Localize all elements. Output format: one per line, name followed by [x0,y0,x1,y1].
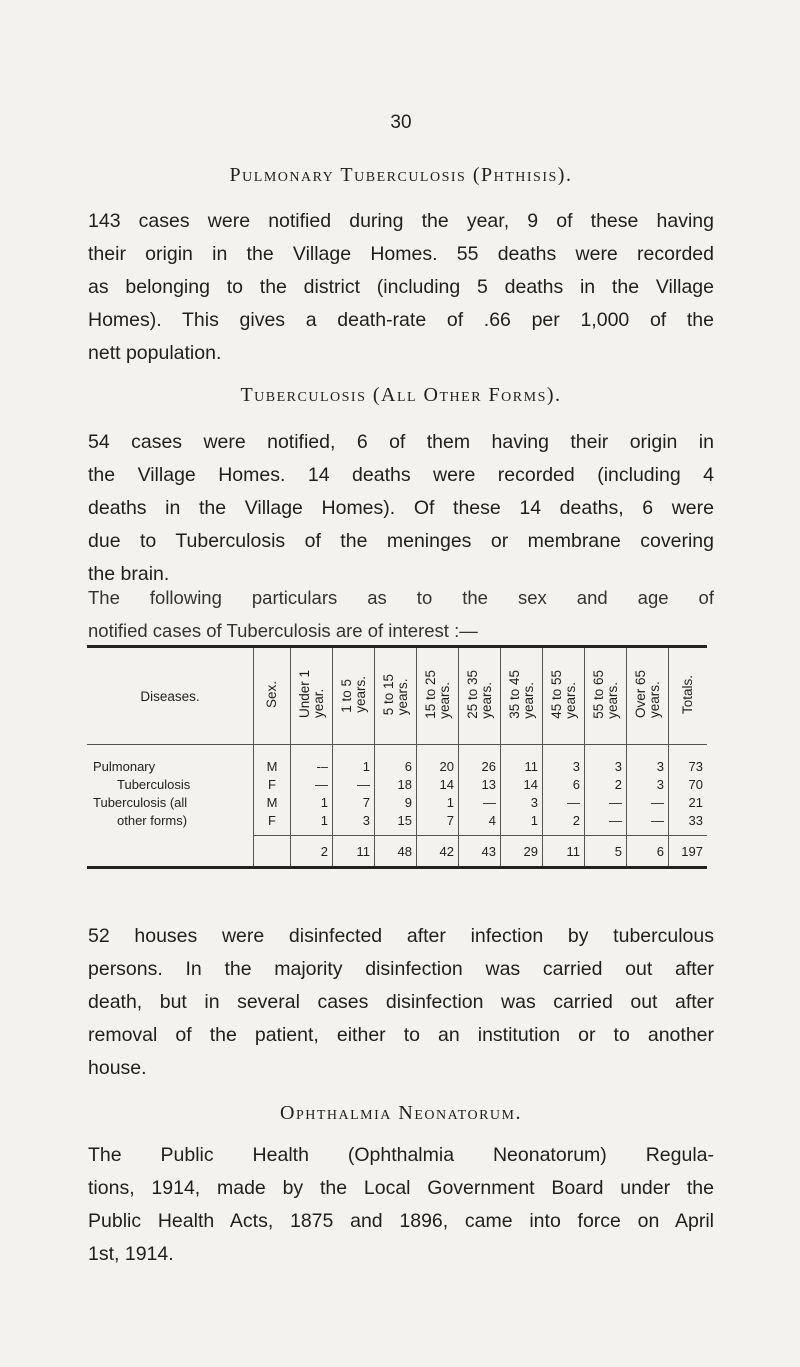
text-line: tions, 1914, made by the Local Government Board under the [88,1177,714,1199]
paragraph-table-intro [88,581,714,647]
text-line: house. [88,1057,147,1079]
count-cell: 1 [291,811,333,836]
text-line: as belonging to the district (including 5 deaths in the Village [88,276,714,298]
text-line: removal of the patient, either to an institution or to another [88,1024,714,1046]
sex-cell: M [254,793,291,811]
count-cell: — [333,775,375,793]
count-cell: 18 [375,775,417,793]
header-sex: Sex. [254,647,291,745]
header-age: 45 to 55 years. [543,647,585,745]
text-line: the brain. [88,563,170,585]
text-line: the Village Homes. 14 deaths were recorded (including 4 [88,464,714,486]
column-total-cell: 6 [627,836,669,868]
paragraph-tuberculosis-other [88,426,714,591]
text-line: nett population. [88,342,222,364]
column-total-cell: 2 [291,836,333,868]
count-cell: 3 [333,811,375,836]
count-cell: — [459,793,501,811]
column-total-cell: 11 [543,836,585,868]
grand-total-cell: 197 [669,836,708,868]
count-cell: 2 [543,811,585,836]
row-total-cell: 33 [669,811,708,836]
count-cell: 3 [627,775,669,793]
count-cell: 3 [585,745,627,776]
count-cell: 14 [501,775,543,793]
header-age: 15 to 25 years. [417,647,459,745]
header-age: Under 1 year. [291,647,333,745]
text-line: 1st, 1914. [88,1243,174,1265]
table-row [87,793,707,811]
count-cell: 1 [417,793,459,811]
table-row [87,811,707,836]
text-line: notified cases of Tuberculosis are of interest :— [88,620,478,641]
sex-cell: F [254,811,291,836]
count-cell: 9 [375,793,417,811]
text-line: Public Health Acts, 1875 and 1896, came into force on April [88,1210,714,1232]
sex-cell: M [254,745,291,776]
count-cell: -– [291,745,333,776]
text-line: 54 cases were notified, 6 of them having their origin in [88,431,714,453]
count-cell: 11 [501,745,543,776]
disease-label: Pulmonary [93,758,156,774]
row-total-cell: 73 [669,745,708,776]
table-header-row [87,647,707,745]
tuberculosis-age-sex-table [87,645,707,869]
row-total-cell: 21 [669,793,708,811]
count-cell: 3 [501,793,543,811]
text-line: The following particulars as to the sex and age of [88,587,714,608]
header-totals: Totals. [669,647,708,745]
header-age: 25 to 35 years. [459,647,501,745]
count-cell: 3 [543,745,585,776]
column-total-cell: 11 [333,836,375,868]
text-line: due to Tuberculosis of the meninges or membrane covering [88,530,714,552]
page-number: 30 [390,112,412,133]
count-cell: 26 [459,745,501,776]
header-age: Over 65 years. [627,647,669,745]
header-diseases: Diseases. [87,647,254,745]
column-total-cell: 5 [585,836,627,868]
column-total-cell: 29 [501,836,543,868]
count-cell: — [291,775,333,793]
count-cell: 20 [417,745,459,776]
count-cell: — [627,811,669,836]
text-line: 143 cases were notified during the year, 9 of these having [88,210,714,232]
heading-ophthalmia-neonatorum: Ophthalmia Neonatorum. [280,1102,522,1124]
heading-tuberculosis-other: Tuberculosis (All Other Forms). [240,384,562,406]
count-cell: 13 [459,775,501,793]
paragraph-disinfection [88,920,714,1085]
header-age: 35 to 45 years. [501,647,543,745]
paragraph-pulmonary [88,205,714,370]
count-cell: — [627,793,669,811]
count-cell: — [585,793,627,811]
column-total-cell: 42 [417,836,459,868]
table-row [87,745,707,776]
count-cell: 1 [501,811,543,836]
sex-cell: F [254,775,291,793]
disease-label: other forms) [117,812,188,828]
count-cell: 4 [459,811,501,836]
text-line: 52 houses were disinfected after infection by tuberculous [88,925,714,947]
disease-label: Tuberculosis [117,776,191,792]
count-cell: 15 [375,811,417,836]
text-line: their origin in the Village Homes. 55 deaths were recorded [88,243,714,265]
count-cell: 3 [627,745,669,776]
table-totals-row [87,836,707,868]
text-line: persons. In the majority disinfection was carried out after [88,958,714,980]
paragraph-ophthalmia [88,1139,714,1271]
count-cell: 1 [333,745,375,776]
count-cell: 1 [291,793,333,811]
column-total-cell: 43 [459,836,501,868]
count-cell: — [585,811,627,836]
heading-pulmonary-tuberculosis: Pulmonary Tuberculosis (Phthisis). [229,164,573,186]
text-line: death, but in several cases disinfection was carried out after [88,991,714,1013]
header-age: 5 to 15 years. [375,647,417,745]
text-line: deaths in the Village Homes). Of these 14 deaths, 6 were [88,497,714,519]
header-age: 55 to 65 years. [585,647,627,745]
count-cell: 7 [333,793,375,811]
table-row [87,775,707,793]
text-line: The Public Health (Ophthalmia Neonatorum) Regula- [88,1144,714,1166]
count-cell: 6 [375,745,417,776]
disease-label: Tuberculosis (all [93,794,188,810]
row-total-cell: 70 [669,775,708,793]
count-cell: — [543,793,585,811]
count-cell: 6 [543,775,585,793]
header-age: 1 to 5 years. [333,647,375,745]
column-total-cell: 48 [375,836,417,868]
count-cell: 2 [585,775,627,793]
count-cell: 14 [417,775,459,793]
text-line: Homes). This gives a death-rate of .66 per 1,000 of the [88,309,714,331]
count-cell: 7 [417,811,459,836]
